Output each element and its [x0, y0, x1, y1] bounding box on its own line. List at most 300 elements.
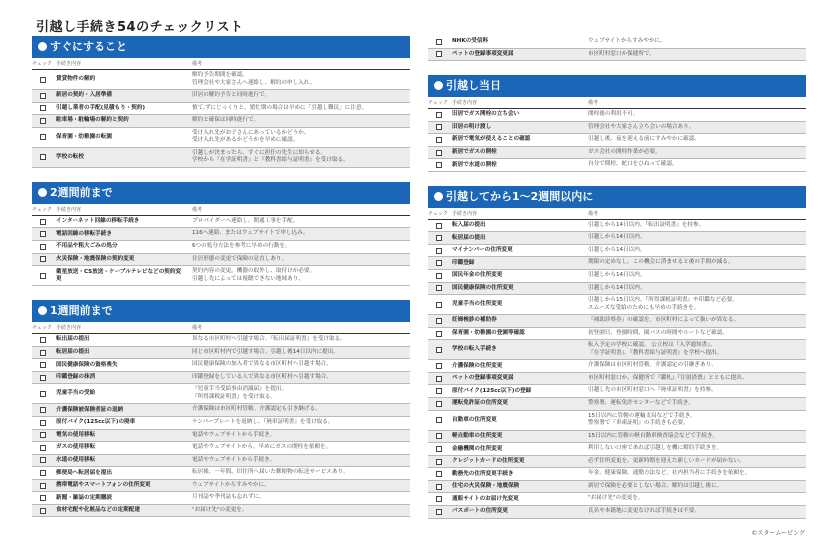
checkbox-box[interactable] [40, 118, 46, 124]
checklist-section [32, 300, 410, 517]
checklist-row [428, 257, 806, 270]
item-note: 電話やウェブサイトから手続き。 [192, 456, 276, 463]
checkbox[interactable] [428, 124, 450, 130]
checkbox-box[interactable] [436, 331, 442, 337]
checkbox[interactable] [428, 273, 450, 279]
checkbox-box[interactable] [40, 134, 46, 140]
checkbox-box[interactable] [436, 124, 442, 130]
checkbox[interactable] [32, 118, 54, 124]
checkbox[interactable] [428, 471, 450, 477]
item-label: 転入届の提出 [452, 222, 486, 229]
checklist-row [32, 467, 410, 480]
item-label: 金融機関の住所変更 [452, 445, 503, 452]
item-note: 開栓後の利用不可。 [588, 111, 639, 118]
item-note: 初登園日、登園時間、園バスの時間やルートなど確認。 [588, 329, 728, 336]
item-note: 転居後、一年間、旧住所へ届いた郵便物の転送サービスあり。 [192, 469, 349, 476]
item-note: 介護保険は市区町村管轄。介護認定の引継ぎあり。 [588, 362, 717, 369]
item-note: 必ず住所変更を。更新時期を迎えた新しいカードが届かない。 [588, 457, 745, 464]
item-note: 市区町村窓口か、保健所で『鑑札』『注射済票』とともに提出。 [588, 374, 748, 381]
checklist-row [32, 480, 410, 493]
item-note: 期限の定めなし。この機会に済ませると後の手間が減る。 [588, 259, 734, 266]
checklist-row [428, 456, 806, 469]
item-note: 『補助診察券』の確認を。市区町村によって扱いが異なる。 [588, 317, 740, 324]
checkbox-box[interactable] [40, 362, 46, 368]
checklist-row [428, 245, 806, 258]
checklist-row [32, 505, 410, 518]
item-note: 利用しない口座であれば引越しを機に解約手続きを。 [588, 445, 723, 452]
item-label: 引越し業者の手配(見積もり・契約) [56, 104, 146, 111]
checkbox[interactable] [428, 260, 450, 266]
checkbox-box[interactable] [436, 417, 442, 423]
item-label: 国民健康保険の住所変更 [452, 284, 514, 291]
checkbox[interactable] [428, 433, 450, 439]
checklist-row [428, 328, 806, 341]
checklist-row [428, 340, 806, 360]
checkbox-box[interactable] [40, 219, 46, 225]
bullet-icon [434, 192, 443, 201]
header-item: 手続き内容 [56, 325, 82, 332]
header-check: チェック [32, 61, 52, 67]
checklist-row [32, 359, 410, 372]
checkbox-box[interactable] [40, 231, 46, 237]
item-note: 旧居の解約予告と同時進行で。 [192, 92, 271, 99]
section-header [428, 75, 806, 97]
item-note: 解約予告期間を確認。 管理会社や大家さんへ連絡し、解約の申し入れ。 [192, 72, 316, 86]
item-note: ガス会社の開栓作業が必要。 [588, 148, 661, 155]
item-label: 介護保険の住所変更 [452, 362, 503, 369]
checkbox-box[interactable] [40, 350, 46, 356]
table-header [428, 208, 806, 220]
checklist-row [428, 431, 806, 444]
checkbox-box[interactable] [436, 235, 442, 241]
checkbox-box[interactable] [436, 260, 442, 266]
checklist-row [428, 373, 806, 386]
copyright: ©スタームービング [751, 530, 805, 537]
item-label: インターネット回線の移転手続き [56, 218, 140, 225]
checkbox-box[interactable] [436, 51, 442, 57]
checkbox-box[interactable] [40, 154, 46, 160]
table-header [32, 322, 410, 334]
item-note: 市区町村窓口か保健所で。 [588, 50, 656, 57]
item-note: 新居で保険を必要としない場合、解約は引越し後に。 [588, 482, 723, 489]
checklist-row [32, 442, 410, 455]
checklist-row [428, 443, 806, 456]
checkbox[interactable] [32, 244, 54, 250]
section-title: すぐにすること [50, 40, 127, 53]
checkbox-box[interactable] [436, 162, 442, 168]
item-label: 保育園・幼稚園の登園等確認 [452, 330, 525, 337]
checkbox-box[interactable] [436, 318, 442, 324]
item-note: 電話やウェブサイトから。早めにガスの開栓を依頼を。 [192, 444, 332, 451]
checkbox-box[interactable] [436, 285, 442, 291]
item-label: 携帯電話やスマートフォンの住所変更 [56, 482, 151, 489]
item-label: 転居届の提出 [452, 234, 486, 241]
checkbox-box[interactable] [436, 401, 442, 407]
checkbox[interactable] [428, 446, 450, 452]
checkbox[interactable] [32, 457, 54, 463]
item-label: 学校の転入手続き [452, 346, 497, 353]
checklist-row [428, 220, 806, 233]
item-note: 引越しから14日以内。『転出証明書』を持参。 [588, 221, 705, 228]
checkbox-box[interactable] [436, 302, 442, 308]
checklist-row [32, 417, 410, 430]
bullet-icon [38, 42, 47, 51]
checkbox[interactable] [428, 39, 450, 45]
checklist-row [428, 122, 806, 135]
checkbox[interactable] [32, 432, 54, 438]
item-note: 氏名や本籍地に変更なければ手続きは不要。 [588, 507, 700, 514]
checkbox[interactable] [32, 407, 54, 413]
item-note: ウェブサイトからすみやかに。 [588, 38, 666, 44]
header-note: 備考 [192, 61, 203, 67]
continued-section [428, 36, 806, 61]
checkbox[interactable] [428, 459, 450, 465]
checklist-row [428, 270, 806, 283]
checkbox[interactable] [428, 112, 450, 118]
checkbox[interactable] [32, 445, 54, 451]
item-label: 新聞・雑誌の定期購読 [56, 494, 112, 501]
item-note: 引越しが決まったら、すぐに担任の先生に知らせる。 学校から『在学証明書』と『教科書給与証明書』を受け取る。 [192, 149, 349, 164]
item-label: 新居でガスの開栓 [452, 149, 497, 156]
checklist-row [428, 398, 806, 411]
item-label: パスポートの住所変更 [452, 508, 508, 515]
item-label: 電話回線の移転手続き [56, 230, 112, 237]
item-label: 転居届の提出 [56, 349, 90, 356]
checkbox-box[interactable] [436, 137, 442, 143]
checklist-row [428, 481, 806, 494]
checklist-row [428, 360, 806, 373]
item-label: 旧居でガス開栓の立ち会い [452, 111, 520, 118]
checkbox-box[interactable] [436, 248, 442, 254]
bullet-icon [434, 81, 443, 90]
checkbox[interactable] [32, 273, 54, 279]
item-label: 電気の使用移転 [56, 431, 96, 438]
item-note: "お届け先"の変更を。 [588, 495, 644, 502]
header-note: 備考 [192, 206, 203, 213]
checklist-row [428, 147, 806, 160]
checkbox-box[interactable] [436, 446, 442, 452]
checklist-row [32, 103, 410, 116]
item-label: 保育園・幼稚園の転園 [56, 133, 112, 140]
item-label: マイナンバーの住所変更 [452, 247, 513, 254]
checkbox[interactable] [32, 391, 54, 397]
checkbox[interactable] [428, 285, 450, 291]
checklist-row [428, 283, 806, 296]
checkbox[interactable] [428, 417, 450, 423]
checkbox-box[interactable] [40, 495, 46, 501]
item-note: プロバイダーへ連絡し、開通工事を手配。 [192, 217, 299, 224]
section-header [32, 182, 410, 204]
item-note: 116へ連絡、またはウェブサイトで申し込み。 [192, 230, 309, 237]
checkbox-box[interactable] [436, 112, 442, 118]
item-label: 印鑑登録 [452, 259, 475, 266]
header-item: 手続き内容 [56, 61, 82, 67]
table-header [32, 204, 410, 216]
item-note: 異なる市区町村へ引越す場合。『転出届証明書』を受け取る。 [192, 336, 346, 343]
checkbox[interactable] [32, 93, 54, 99]
checkbox[interactable] [428, 318, 450, 324]
item-note: 年金、健康保険、通勤方法など。社内担当者に手続きを依頼を。 [588, 470, 751, 477]
item-note: ウェブサイトからすみやかに。 [192, 481, 270, 488]
checkbox[interactable] [428, 401, 450, 407]
checkbox[interactable] [32, 231, 54, 237]
checklist-row [32, 70, 410, 90]
item-label: 火災保険・地震保険の契約変更 [56, 255, 135, 262]
section-header [32, 300, 410, 322]
checklist-row [428, 411, 806, 431]
header-check: チェック [32, 206, 52, 213]
checklist-row [428, 36, 806, 49]
checkbox[interactable] [32, 508, 54, 514]
item-note: 引越しから14日以内。 [588, 246, 646, 253]
checklist-row [32, 216, 410, 229]
checkbox-box[interactable] [40, 483, 46, 489]
item-label: 運転免許証の住所変更 [452, 400, 508, 407]
section-header [32, 36, 410, 58]
item-label: 新居で電気が使えることの確認 [452, 136, 531, 143]
checkbox[interactable] [428, 331, 450, 337]
item-label: 妊婦検診の補助券 [452, 317, 497, 324]
checkbox[interactable] [428, 51, 450, 57]
checklist-row [32, 404, 410, 417]
section-title: 引越してから1〜2週間以内に [446, 189, 594, 203]
item-label: 不用品や粗大ごみの処分 [56, 243, 118, 250]
checkbox-box[interactable] [40, 445, 46, 451]
checkbox[interactable] [428, 150, 450, 156]
item-label: 食材宅配や化粧品などの定期配達 [56, 507, 140, 514]
checkbox[interactable] [428, 223, 450, 229]
item-label: 介護保険被保険者証の返納 [56, 406, 124, 413]
checkbox-box[interactable] [436, 388, 442, 394]
item-note: 転入予定の学校に確認。 公立校は『入学通知書』、 『在学証明書』、『教科書給与証明書』を学校へ提出。 [588, 342, 723, 356]
checklist-row [32, 372, 410, 385]
checkbox[interactable] [32, 483, 54, 489]
checklist-row [32, 430, 410, 443]
item-note: 住居形態の変更で保険の見直しあり。 [192, 255, 288, 262]
checkbox[interactable] [32, 362, 54, 368]
item-label: 児童手当の受給 [56, 390, 96, 397]
checkbox-box[interactable] [436, 433, 442, 439]
bullet-icon [38, 306, 47, 315]
header-check: チェック [428, 210, 448, 217]
left-column [32, 36, 410, 531]
item-label: 衛星放送・CS放送・ケーブルテレビなどの契約変更 [56, 268, 182, 282]
item-note: 15日以内に管轄の軽自動車検査協会などで手続き。 [588, 432, 718, 439]
item-note: 引越しから14日以内。 [588, 272, 646, 279]
item-label: NHKの受信料 [452, 38, 489, 45]
checklist-row [32, 266, 410, 286]
checkbox-box[interactable] [40, 508, 46, 514]
item-note: 『児童手当受給事由消滅届』を提出。 『所得課税証明書』を受け取る。 [192, 386, 288, 400]
checkbox-box[interactable] [40, 77, 46, 83]
checklist-row [32, 148, 410, 168]
checkbox-box[interactable] [436, 496, 442, 502]
checklist-row [32, 115, 410, 128]
checkbox[interactable] [428, 376, 450, 382]
item-label: 自動車の住所変更 [452, 416, 497, 423]
checkbox[interactable] [32, 375, 54, 381]
item-label: 勤務先の住所変更手続き [452, 470, 514, 477]
item-label: 新居で水道の開栓 [452, 161, 497, 168]
checklist-row [428, 295, 806, 315]
table-header [32, 58, 410, 70]
checkbox-box[interactable] [40, 470, 46, 476]
checkbox[interactable] [428, 302, 450, 308]
section-header [428, 186, 806, 208]
checklist-row [32, 90, 410, 103]
checklist-row [32, 254, 410, 267]
checklist-row [32, 228, 410, 241]
checklist-row [428, 315, 806, 328]
item-note: 引越し後、夜を迎える前にすみやかに確認。 [588, 136, 700, 143]
checklist-row [428, 109, 806, 122]
checklist-section [32, 182, 410, 286]
item-label: 旧居の明け渡し [452, 123, 492, 130]
checklist-row [428, 493, 806, 506]
checkbox-box[interactable] [40, 375, 46, 381]
section-title: 2週間前まで [50, 185, 113, 199]
section-title: 引越し当日 [446, 79, 501, 93]
item-note: 引越しから14日以内。 [588, 234, 646, 241]
checkbox-box[interactable] [40, 457, 46, 463]
checklist-row [428, 232, 806, 245]
item-note: 引越しから15日以内。『所得課税証明書』や印鑑など必要。 スムーズな受給のためにも早めの手続きを。 [588, 297, 738, 311]
checkbox-box[interactable] [40, 391, 46, 397]
item-note: 引越しから14日以内。 [588, 284, 646, 291]
checkbox-box[interactable] [436, 363, 442, 369]
item-label: 賃貸物件の解約 [56, 76, 96, 83]
item-note: "お届け先"の変更を。 [192, 506, 248, 513]
header-note: 備考 [588, 100, 599, 107]
item-note: 15日以内に管轄の運輸支局などで手続き。 警察署で『車庫証明』の手続きも必要。 [588, 412, 696, 427]
checkbox-box[interactable] [40, 432, 46, 438]
item-note: 契約内容の変更。機器の取外し、取付けが必要。 引越し先によっては視聴できない地域あり。 [192, 268, 316, 282]
header-item: 手続き内容 [452, 210, 478, 217]
item-label: クレジットカードの住所変更 [452, 458, 525, 465]
checkbox[interactable] [428, 496, 450, 502]
checkbox[interactable] [32, 77, 54, 83]
item-label: 原付バイク(125cc以下)の登録 [452, 387, 532, 394]
item-label: 国民健康保険の資格喪失 [56, 361, 118, 368]
right-column [428, 36, 806, 533]
checkbox-box[interactable] [436, 223, 442, 229]
checkbox-box[interactable] [40, 244, 46, 250]
item-note: 慎て,ずにじっくりと。繁忙期の場合は早めに「引越し難民」に注意。 [192, 104, 368, 111]
checklist-row [428, 49, 806, 62]
item-note: 月刊誌や季刊誌も忘れずに。 [192, 494, 265, 501]
item-note: 警察署、運転免許センターなどで手続き。 [588, 400, 694, 407]
checkbox-box[interactable] [40, 337, 46, 343]
checkbox-box[interactable] [436, 376, 442, 382]
checklist-row [428, 385, 806, 398]
item-note: 自分で開栓。蛇口をひねって確認。 [588, 161, 678, 168]
checkbox[interactable] [428, 388, 450, 394]
header-note: 備考 [192, 325, 203, 332]
section-title: 1週間前まで [50, 304, 113, 318]
item-label: 原付バイク(125cc以下)の廃車 [56, 419, 136, 426]
table-header [428, 97, 806, 109]
checklist-row [32, 347, 410, 360]
checkbox-box[interactable] [436, 484, 442, 490]
checkbox[interactable] [428, 484, 450, 490]
checkbox[interactable] [32, 105, 54, 111]
checkbox-box[interactable] [436, 509, 442, 515]
checkbox-box[interactable] [436, 459, 442, 465]
item-note: 電話やウェブサイトから手続き。 [192, 431, 276, 438]
item-label: ガスの使用移転 [56, 444, 96, 451]
item-note: 介護保険は市区町村管轄。介護認定も引き継げる。 [192, 406, 321, 413]
item-note: 印鑑登録をしている人で異なる市区町村へ引越す場合。 [192, 373, 332, 380]
item-label: 転出届の提出 [56, 336, 90, 343]
checklist-row [32, 241, 410, 254]
item-label: 学校の転校 [56, 153, 84, 160]
header-check: チェック [428, 100, 448, 107]
checkbox-box[interactable] [40, 273, 46, 279]
checkbox-box[interactable] [436, 471, 442, 477]
item-note: 引越し先の市区町村窓口へ『廃車証明書』を持参。 [588, 387, 717, 394]
checkbox-box[interactable] [40, 407, 46, 413]
item-label: 住宅の火災保険・地震保険 [452, 483, 520, 490]
header-note: 備考 [588, 210, 599, 217]
item-label: 児童手当の住所変更 [452, 301, 503, 308]
checkbox[interactable] [428, 162, 450, 168]
checkbox[interactable] [32, 350, 54, 356]
checklist-row [428, 134, 806, 147]
checkbox[interactable] [428, 363, 450, 369]
item-label: ペットの登録事項変更届 [452, 50, 514, 57]
checkbox-box[interactable] [436, 39, 442, 45]
item-label: 郵便局へ転居届を提出 [56, 469, 112, 476]
item-note: 国民健康保険の加入者で異なる市区町村へ引越す場合。 [192, 361, 332, 368]
checkbox-box[interactable] [436, 150, 442, 156]
item-label: 新居の契約・入居準備 [56, 92, 112, 99]
checkbox[interactable] [428, 509, 450, 515]
header-item: 手続き内容 [56, 206, 82, 213]
checkbox[interactable] [32, 134, 54, 140]
header-item: 手続き内容 [452, 100, 478, 107]
checkbox-box[interactable] [40, 105, 46, 111]
checkbox-box[interactable] [40, 420, 46, 426]
bullet-icon [38, 188, 47, 197]
checkbox[interactable] [32, 154, 54, 160]
item-label: 駐車場・駐輪場の解約と契約 [56, 117, 129, 124]
checkbox[interactable] [32, 420, 54, 426]
checkbox[interactable] [428, 347, 450, 353]
checkbox-box[interactable] [40, 93, 46, 99]
checkbox[interactable] [32, 337, 54, 343]
checkbox[interactable] [32, 219, 54, 225]
checklist-row [32, 455, 410, 468]
checklist-row [428, 506, 806, 519]
checklist-section [428, 75, 806, 172]
checkbox-box[interactable] [40, 256, 46, 262]
checkbox[interactable] [32, 470, 54, 476]
checkbox[interactable] [428, 248, 450, 254]
checkbox-box[interactable] [436, 273, 442, 279]
checklist-row [428, 159, 806, 172]
item-note: 管理会社や大家さん立ち会いの場合あり。 [588, 123, 695, 130]
item-label: 水道の使用移転 [56, 456, 96, 463]
item-note: 受け入れ先がお子さんにあっているかどうか、 受け入れ先があるかどうかを早めに確認。 [192, 129, 310, 144]
header-check: チェック [32, 325, 52, 332]
checklist-row [32, 334, 410, 347]
checkbox-box[interactable] [436, 347, 442, 353]
checkbox[interactable] [428, 235, 450, 241]
checkbox[interactable] [428, 137, 450, 143]
checkbox[interactable] [32, 256, 54, 262]
item-note: 解約と確保は同時進行で。 [192, 117, 260, 124]
checkbox[interactable] [32, 495, 54, 501]
